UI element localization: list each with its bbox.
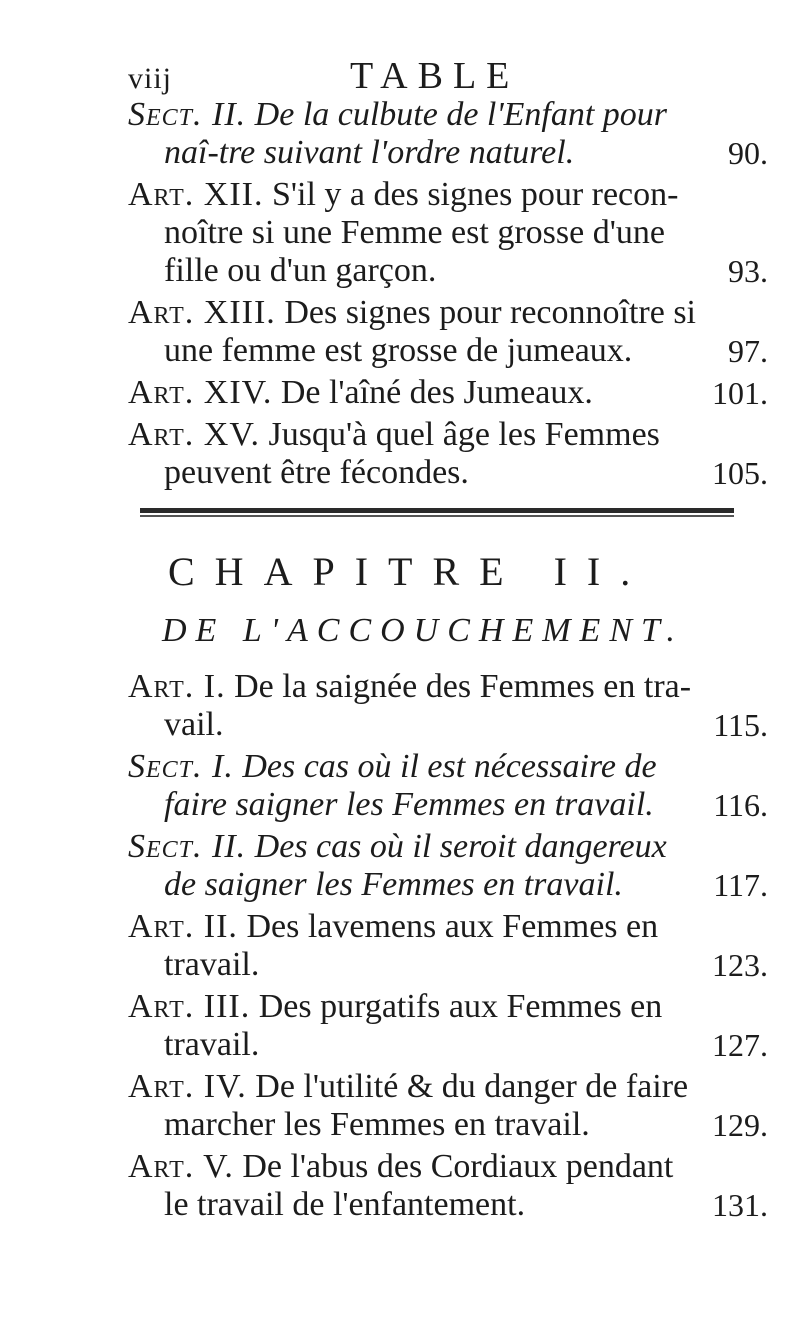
- toc-entry: [128, 668, 768, 744]
- entry-title: De la culbute de l'Enfant pour naî-tre suivant l'ordre naturel.: [164, 96, 668, 171]
- entry-label: Sect. II.: [128, 828, 247, 865]
- entry-title: De la saignée des Femmes en tra-vail.: [164, 668, 692, 743]
- running-title: TABLE: [350, 55, 520, 97]
- entry-page: 101.: [712, 375, 768, 411]
- toc-list-bottom: [128, 668, 768, 1228]
- entry-label: Art. XIV.: [128, 374, 273, 411]
- entry-title: De l'utilité & du danger de faire marcher les Femmes en travail.: [164, 1068, 689, 1143]
- page-number: viij: [128, 62, 173, 95]
- chapter-subtitle: DE L'ACCOUCHEMENT.: [162, 612, 684, 649]
- entry-title: Des cas où il est nécessaire de faire saigner les Femmes en travail.: [164, 748, 657, 823]
- entry-page: 105.: [712, 455, 768, 491]
- entry-title: Jusqu'à quel âge les Femmes peuvent être fécondes.: [164, 416, 660, 491]
- toc-entry: [128, 988, 768, 1064]
- entry-label: Art. XV.: [128, 416, 261, 453]
- entry-title: Des purgatifs aux Femmes en travail.: [164, 988, 663, 1063]
- entry-label: Art. XII.: [128, 176, 264, 213]
- entry-page: 123.: [712, 947, 768, 983]
- toc-entry: [128, 416, 768, 492]
- entry-label: Art. IV.: [128, 1068, 247, 1105]
- entry-title: De l'abus des Cordiaux pendant le travail de l'enfantement.: [164, 1148, 674, 1223]
- entry-title: Des lavemens aux Femmes en travail.: [164, 908, 659, 983]
- entry-label: Art. II.: [128, 908, 238, 945]
- entry-page: 127.: [712, 1027, 768, 1063]
- toc-entry: [128, 908, 768, 984]
- entry-page: 93.: [728, 253, 768, 289]
- ornamental-rule: [140, 508, 734, 518]
- entry-page: 129.: [712, 1107, 768, 1143]
- entry-page: 117.: [713, 867, 768, 903]
- entry-page: 116.: [713, 787, 768, 823]
- entry-label: Art. III.: [128, 988, 251, 1025]
- entry-page: 97.: [728, 333, 768, 369]
- toc-entry: [128, 1068, 768, 1144]
- entry-label: Sect. I.: [128, 748, 234, 785]
- entry-title: Des cas où il seroit dangereux de saigner les Femmes en travail.: [164, 828, 667, 903]
- entry-label: Art. XIII.: [128, 294, 276, 331]
- toc-entry: [128, 96, 768, 172]
- entry-label: Sect. II.: [128, 96, 247, 133]
- page-header: [128, 52, 728, 102]
- entry-label: Art. V.: [128, 1148, 234, 1185]
- toc-entry: [128, 294, 768, 370]
- entry-title: Des signes pour reconnoître si une femme est grosse de jumeaux.: [164, 294, 696, 369]
- toc-entry: [128, 828, 768, 904]
- entry-page: 90.: [728, 135, 768, 171]
- toc-list-top: [128, 96, 768, 496]
- toc-entry: [128, 374, 768, 412]
- entry-page: 115.: [713, 707, 768, 743]
- entry-page: 131.: [712, 1187, 768, 1223]
- toc-entry: [128, 1148, 768, 1224]
- entry-title: S'il y a des signes pour recon-noître si une Femme est grosse d'une fille ou d'un garçon.: [164, 176, 679, 289]
- entry-label: Art. I.: [128, 668, 226, 705]
- chapter-title: CHAPITRE II.: [168, 549, 651, 594]
- entry-title: De l'aîné des Jumeaux.: [280, 374, 593, 411]
- toc-entry: [128, 748, 768, 824]
- toc-entry: [128, 176, 768, 290]
